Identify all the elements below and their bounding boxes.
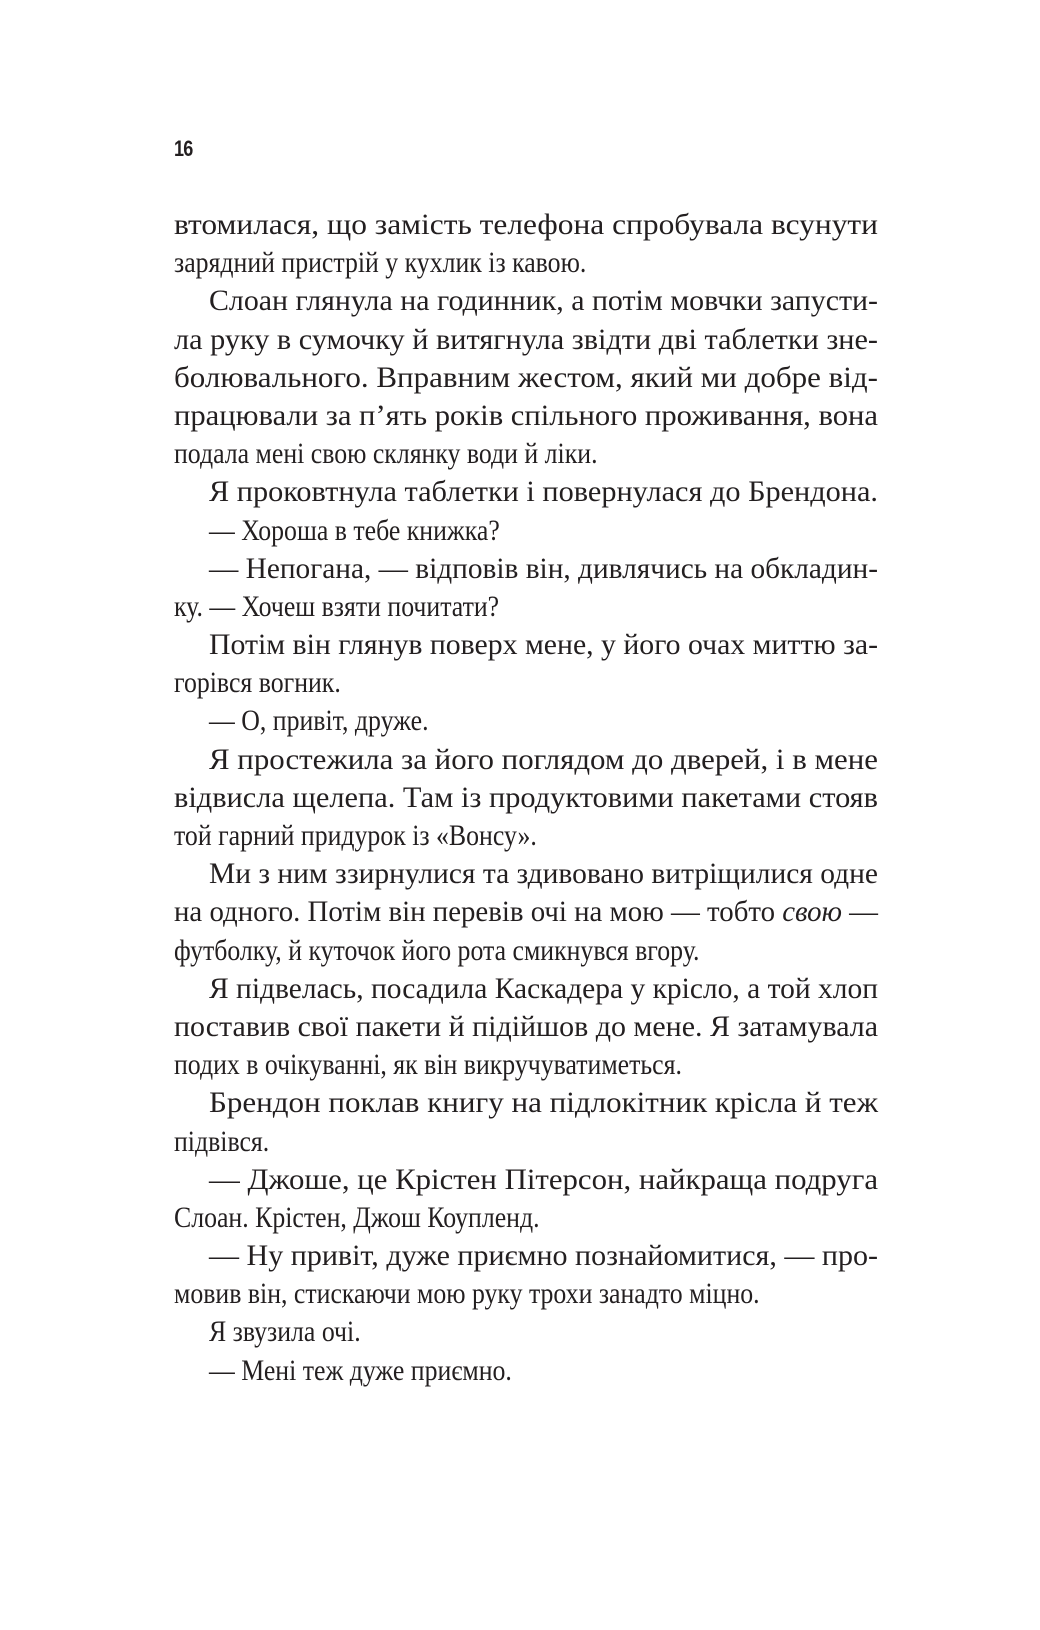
- text-line: — Хороша в тебе книжка?: [209, 513, 500, 547]
- text-line: подих в очікуванні, як він викручуватиметься.: [174, 1048, 682, 1082]
- text-line: — Мені теж дуже приємно.: [209, 1353, 512, 1387]
- text-line: Я простежила за його поглядом до дверей, і в мене: [209, 742, 878, 776]
- text-line: поставив свої пакети й підійшов до мене. Я затамувала: [174, 1009, 878, 1043]
- text-line: Брендон поклав книгу на підлокітник крісла й теж: [209, 1086, 878, 1120]
- text-line: підвівся.: [174, 1124, 270, 1158]
- page-number: 16: [174, 136, 193, 161]
- text-line: відвисла щелепа. Там із продуктовими пакетами стояв: [174, 780, 879, 814]
- text-line: — Непогана, — відповів він, дивлячись на обкладин-: [209, 551, 878, 585]
- line-text: на одного. Потім він перевів очі на мою — тобто: [174, 895, 783, 929]
- text-line: ла руку в сумочку й витягнула звідти дві таблетки зне-: [174, 322, 878, 356]
- text-line: втомилася, що замість телефона спробувала всунути: [174, 208, 878, 241]
- emphasized-word: свою: [782, 895, 842, 929]
- text-line: — Джоше, це Крістен Пітерсон, найкраща подруга: [209, 1162, 878, 1196]
- text-line: Я підвелась, посадила Каскадера у крісло, а той хлоп: [209, 971, 878, 1005]
- line-text: —: [841, 895, 878, 929]
- text-line: Слоан. Крістен, Джош Коупленд.: [174, 1200, 540, 1234]
- text-line-with-emphasis: [174, 893, 878, 931]
- text-line: Ми з ним ззирнулися та здивовано витріщилися одне: [209, 857, 878, 891]
- body-text: [174, 206, 878, 1390]
- text-line: працювали за п’ять років спільного проживання, вона: [174, 398, 878, 432]
- text-line: Слоан глянула на годинник, а потім мовчки запусти-: [209, 284, 878, 318]
- text-line: — О, привіт, друже.: [209, 704, 429, 738]
- text-line: Потім він глянув поверх мене, у його очах миттю за-: [209, 628, 878, 662]
- text-line: зарядний пристрій у кухлик із кавою.: [174, 246, 587, 280]
- text-line: — Ну привіт, дуже приємно познайомитися, — про-: [209, 1239, 878, 1273]
- text-line: футболку, й куточок його рота смикнувся вгору.: [174, 933, 700, 967]
- text-line: горівся вогник.: [174, 666, 341, 700]
- text-line: мовив він, стискаючи мою руку трохи занадто міцно.: [174, 1277, 760, 1311]
- text-line: подала мені свою склянку води й ліки.: [174, 437, 598, 471]
- text-line: болювального. Вправним жестом, який ми добре від-: [174, 360, 878, 394]
- text-line: Я звузила очі.: [209, 1315, 361, 1349]
- text-line: Я проковтнула таблетки і повернулася до Брендона.: [209, 475, 878, 509]
- text-line: ку. — Хочеш взяти почитати?: [174, 589, 500, 623]
- text-line: той гарний придурок із «Вонсу».: [174, 819, 537, 852]
